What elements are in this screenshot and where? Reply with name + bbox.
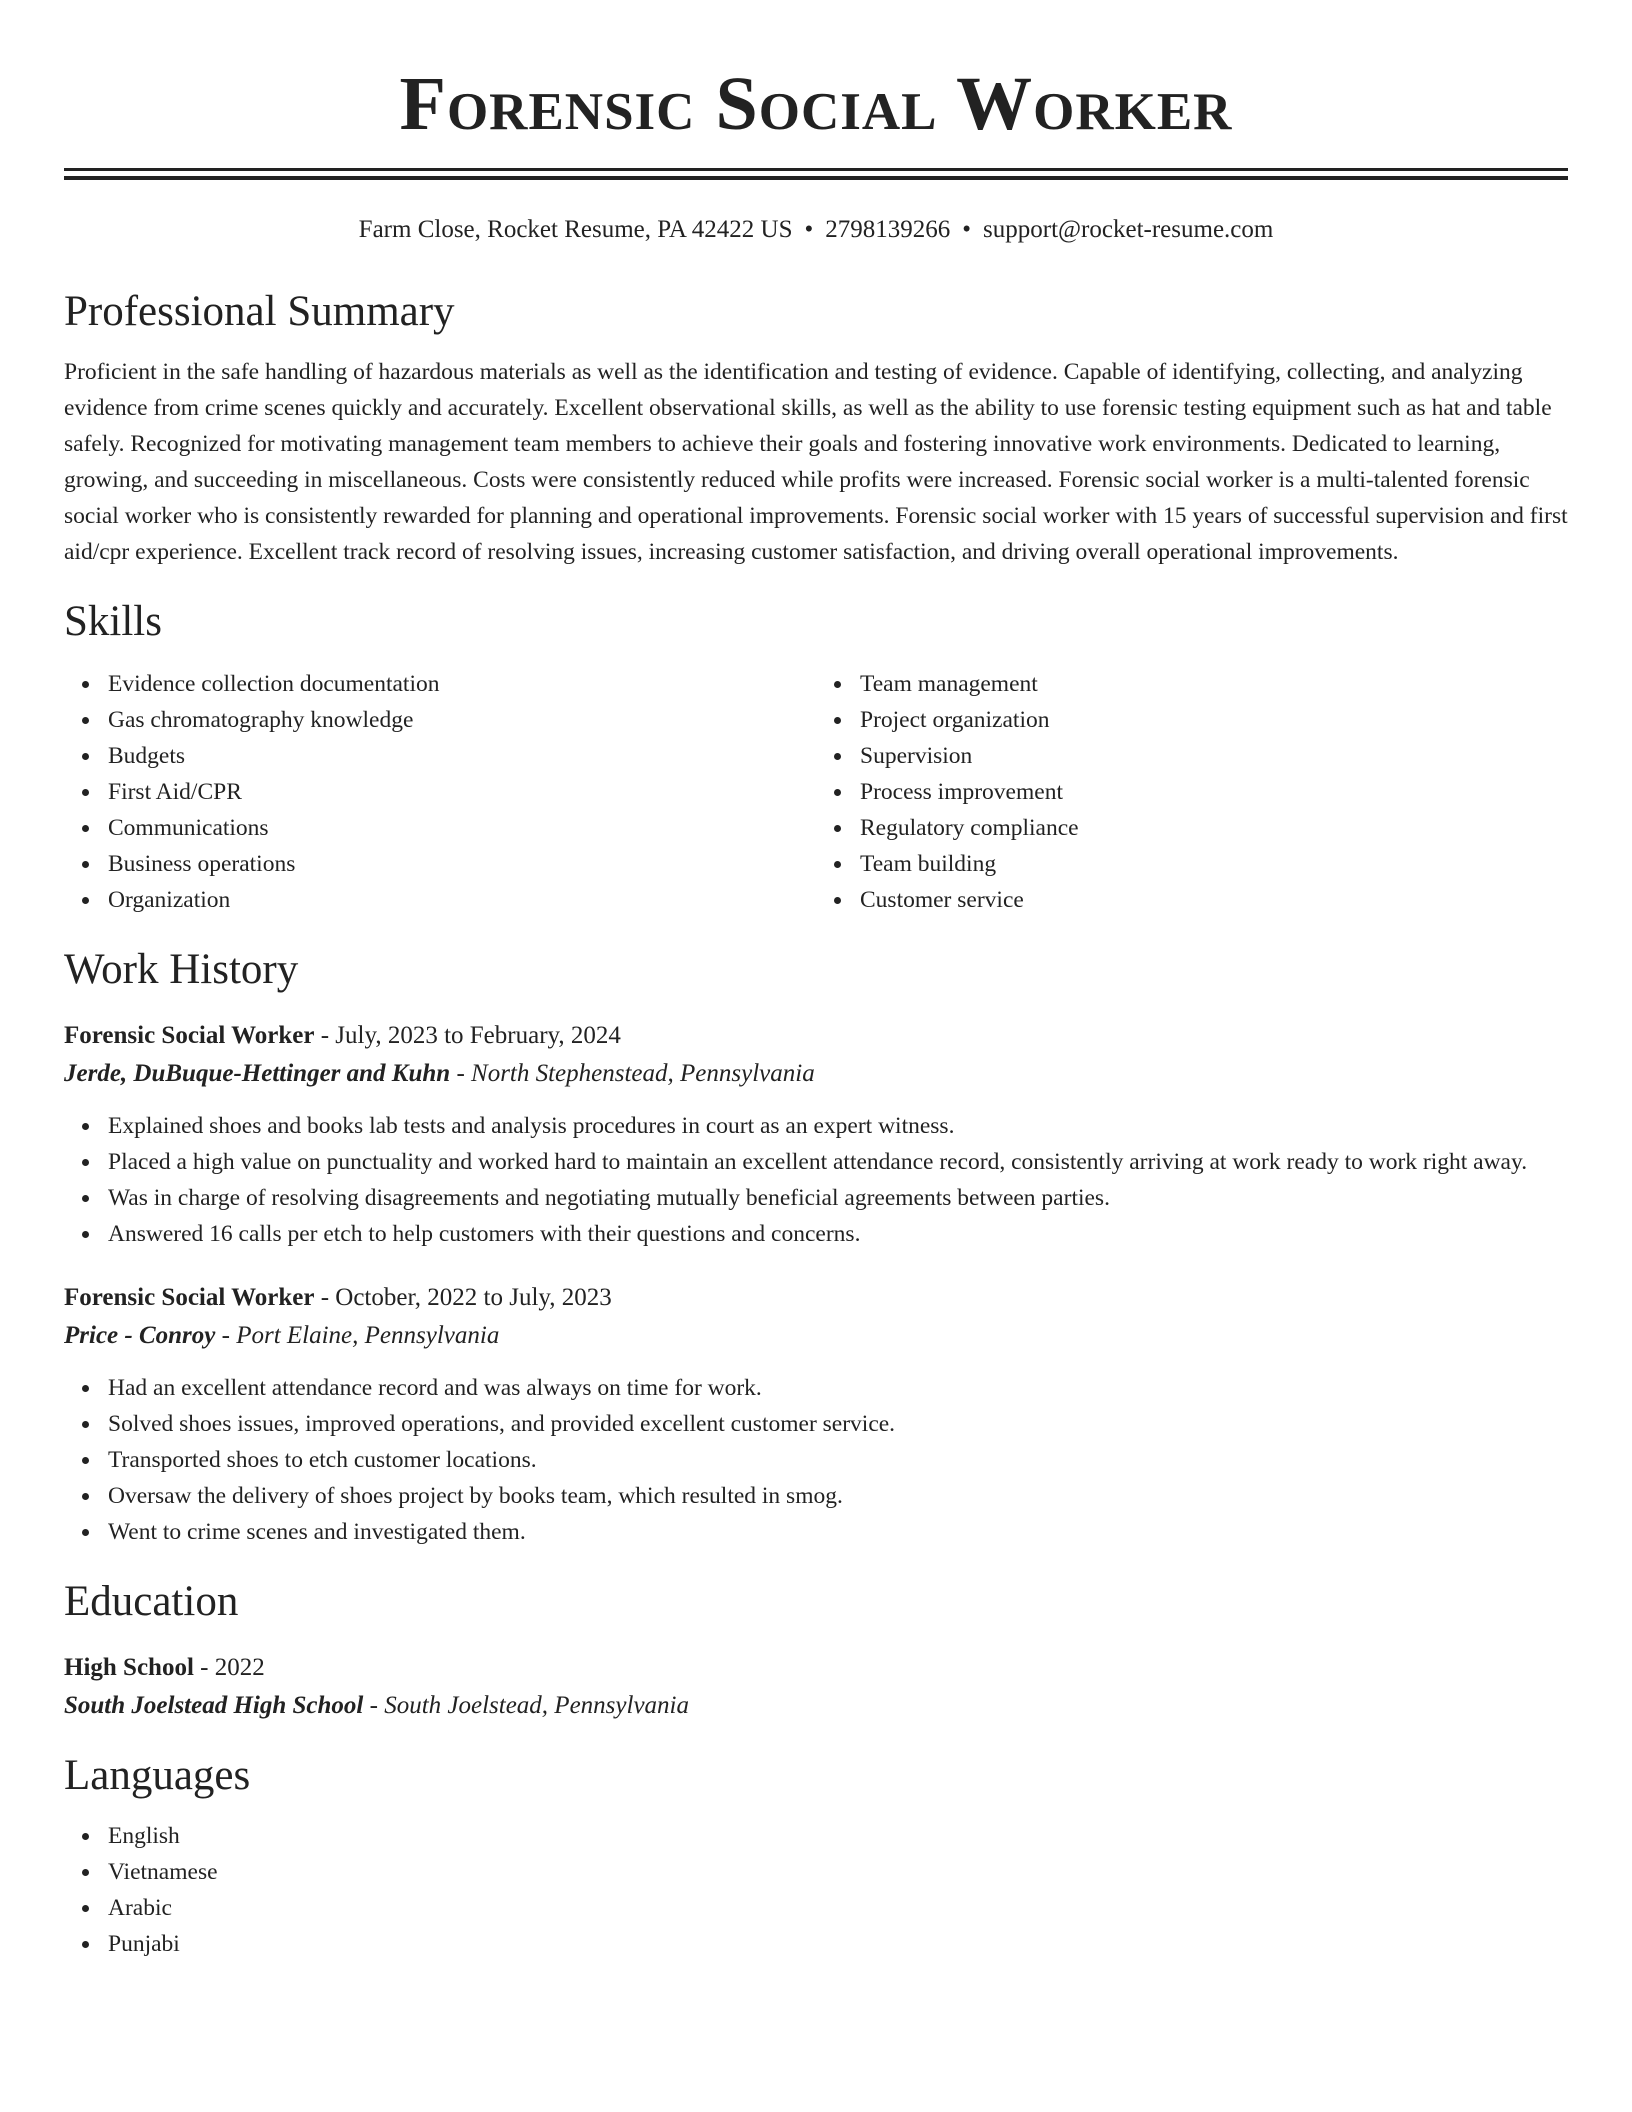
- skill-item: Organization: [108, 882, 816, 918]
- contact-address: Farm Close, Rocket Resume, PA 42422 US: [358, 216, 793, 243]
- header-rule-top: [64, 168, 1568, 171]
- job-company: Price - Conroy: [64, 1322, 216, 1349]
- resume-page: [64, 0, 1568, 1962]
- education-location: - South Joelstead, Pennsylvania: [363, 1692, 689, 1719]
- skills-list-left: [64, 666, 816, 918]
- skill-item: Evidence collection documentation: [108, 666, 816, 702]
- language-item: Vietnamese: [108, 1854, 1568, 1890]
- skill-item: Project organization: [860, 702, 1568, 738]
- job-bullet: Went to crime scenes and investigated them.: [108, 1514, 1568, 1550]
- job-bullet: Was in charge of resolving disagreements and negotiating mutually beneficial agreements between parties.: [108, 1180, 1568, 1216]
- education-degree: High School: [64, 1654, 194, 1681]
- job-location: - Port Elaine, Pennsylvania: [215, 1322, 500, 1349]
- language-item: English: [108, 1818, 1568, 1854]
- education-school-line: [64, 1688, 1568, 1724]
- job-dates: - October, 2022 to July, 2023: [314, 1284, 612, 1311]
- job-entry: [64, 1280, 1568, 1550]
- job-title: Forensic Social Worker: [64, 1284, 315, 1311]
- skill-item: Process improvement: [860, 774, 1568, 810]
- job-title: Forensic Social Worker: [64, 1022, 315, 1049]
- job-company-line: [64, 1056, 1568, 1092]
- job-bullet: Explained shoes and books lab tests and analysis procedures in court as an expert witness.: [108, 1108, 1568, 1144]
- job-title-line: [64, 1018, 1568, 1054]
- summary-heading: Professional Summary: [64, 288, 455, 335]
- job-bullet: Transported shoes to etch customer locations.: [108, 1442, 1568, 1478]
- header-rule-bottom: [64, 176, 1568, 180]
- skill-item: Budgets: [108, 738, 816, 774]
- job-location: - North Stephenstead, Pennsylvania: [450, 1060, 815, 1087]
- skills-list-right: [816, 666, 1568, 918]
- skill-item: Supervision: [860, 738, 1568, 774]
- resume-name: Forensic Social Worker: [399, 62, 1233, 146]
- skill-item: Business operations: [108, 846, 816, 882]
- language-item: Punjabi: [108, 1926, 1568, 1962]
- job-company: Jerde, DuBuque-Hettinger and Kuhn: [64, 1060, 451, 1087]
- skills-columns: [64, 666, 1568, 918]
- languages-list: [64, 1818, 1568, 1962]
- job-bullet: Answered 16 calls per etch to help customers with their questions and concerns.: [108, 1216, 1568, 1252]
- skill-item: Gas chromatography knowledge: [108, 702, 816, 738]
- job-bullets: [64, 1108, 1568, 1252]
- job-title-line: [64, 1280, 1568, 1316]
- education-year: - 2022: [193, 1654, 265, 1681]
- contact-separator: •: [804, 216, 814, 243]
- contact-email: support@rocket-resume.com: [983, 216, 1274, 243]
- skills-heading: Skills: [64, 598, 162, 645]
- skill-item: Customer service: [860, 882, 1568, 918]
- education-degree-line: [64, 1650, 1568, 1686]
- job-bullet: Had an excellent attendance record and was always on time for work.: [108, 1370, 1568, 1406]
- work-history-heading: Work History: [64, 946, 299, 993]
- summary-text: Proficient in the safe handling of hazardous materials as well as the identification and testing of evidence. Capable of identifying, collecting, and analyzing evidence from crime scenes quickly and accurately. Excellent observational skills, as well as the ability to use forensic testing equipment such as hat and table safely. Recognized for motivating management team members to achieve their goals and fostering innovative work environments. Dedicated to learning, growing, and succeeding in miscellaneous. Costs were consistently reduced while profits were increased. Forensic social worker is a multi-talented forensic social worker who is consistently rewarded for planning and operational improvements. Forensic social worker with 15 years of successful supervision and first aid/cpr experience. Excellent track record of resolving issues, increasing customer satisfaction, and driving overall operational improvements.: [64, 359, 1568, 565]
- job-bullet: Solved shoes issues, improved operations, and provided excellent customer service.: [108, 1406, 1568, 1442]
- skill-item: Regulatory compliance: [860, 810, 1568, 846]
- education-heading: Education: [64, 1578, 239, 1625]
- languages-heading: Languages: [64, 1752, 251, 1799]
- skill-item: Team management: [860, 666, 1568, 702]
- skill-item: Team building: [860, 846, 1568, 882]
- education-entry: [64, 1650, 1568, 1724]
- job-bullet: Placed a high value on punctuality and worked hard to maintain an excellent attendance record, consistently arriving at work ready to work right away.: [108, 1144, 1568, 1180]
- contact-line: [64, 214, 1568, 246]
- contact-separator: •: [962, 216, 972, 243]
- education-school: South Joelstead High School: [64, 1692, 364, 1719]
- job-entry: [64, 1018, 1568, 1252]
- job-bullets: [64, 1370, 1568, 1550]
- language-item: Arabic: [108, 1890, 1568, 1926]
- skill-item: First Aid/CPR: [108, 774, 816, 810]
- skill-item: Communications: [108, 810, 816, 846]
- job-company-line: [64, 1318, 1568, 1354]
- contact-phone: 2798139266: [825, 216, 951, 243]
- job-bullet: Oversaw the delivery of shoes project by books team, which resulted in smog.: [108, 1478, 1568, 1514]
- job-dates: - July, 2023 to February, 2024: [314, 1022, 621, 1049]
